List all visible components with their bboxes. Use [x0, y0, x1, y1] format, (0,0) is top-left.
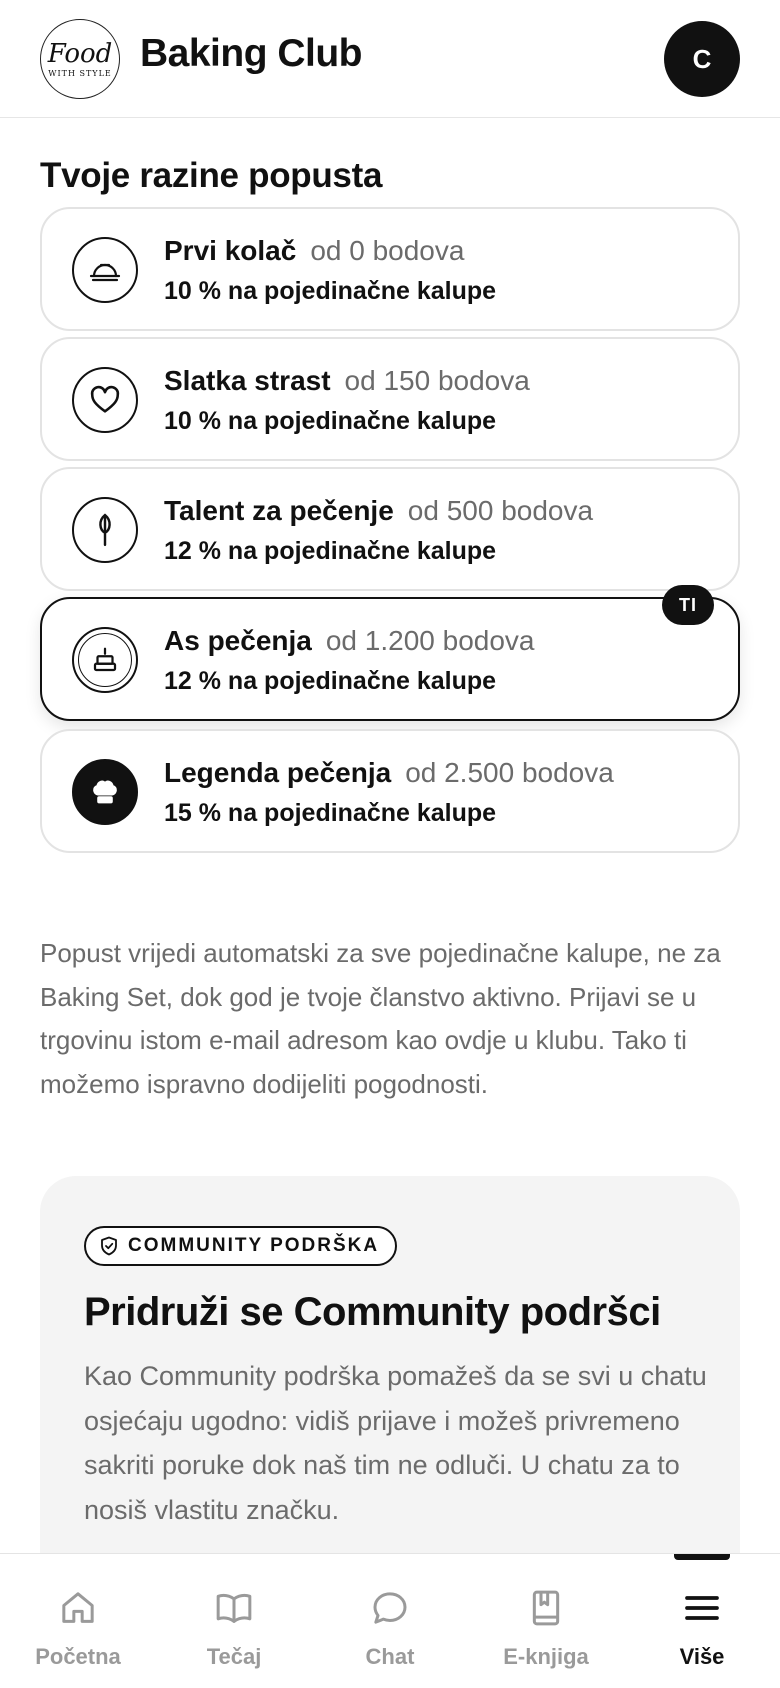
discount-note: Popust vrijedi automatski za sve pojedinačne kalupe, ne za Baking Set, dok god je tvoje članstvo aktivno. Prijavi se u trgovinu istom e-mail adresom kao ovdje u klubu. Tako ti možemo ispravno dodijeliti pogodnosti.	[40, 938, 721, 1099]
community-title: Pridruži se Community podršci	[84, 1290, 661, 1334]
tier-title: Slatka strast	[164, 365, 331, 396]
tier-discount: 10 % na pojedinačne kalupe	[164, 277, 497, 305]
tier-points: od 150 bodova	[344, 365, 530, 396]
nav-item-vise[interactable]	[624, 1554, 780, 1688]
app-header	[0, 0, 780, 118]
tier-title: Legenda pečenja	[164, 757, 392, 788]
book-open-icon	[212, 1586, 256, 1630]
tier-discount: 10 % na pojedinačne kalupe	[164, 407, 497, 435]
chef-hat-icon	[72, 759, 138, 825]
tier-points: od 1.200 bodova	[325, 625, 535, 656]
community-chip-label: COMMUNITY PODRŠKA	[128, 1235, 380, 1256]
community-support-card	[40, 1176, 740, 1596]
community-chip	[84, 1226, 397, 1266]
logo-text-food: Food	[47, 38, 113, 69]
home-icon	[56, 1586, 100, 1630]
bottom-navigation	[0, 1553, 780, 1688]
tier-points: od 2.500 bodova	[405, 757, 614, 788]
nav-item-tecaj[interactable]	[156, 1554, 312, 1688]
community-description: Kao Community podrška pomažeš da se svi u chatu osjećaju ugodno: vidiš prijave i možeš privremeno sakriti poruke dok naš tim ne odluči. U chatu za to nosiš vlastitu značku.	[84, 1361, 707, 1525]
tier-card	[40, 207, 740, 331]
tier-title: Talent za pečenje	[164, 495, 394, 526]
menu-icon	[680, 1586, 724, 1630]
tier-card	[40, 729, 740, 853]
section-title: Tvoje razine popusta	[40, 156, 383, 195]
shield-icon	[100, 1236, 118, 1256]
tier-name	[164, 495, 593, 527]
tier-discount: 12 % na pojedinačne kalupe	[164, 537, 497, 565]
tier-card	[40, 337, 740, 461]
whisk-icon	[72, 497, 138, 563]
nav-label: Chat	[365, 1644, 415, 1669]
nav-label: E-knjiga	[503, 1644, 589, 1669]
user-avatar[interactable]: C	[664, 21, 740, 97]
nav-item-pocetna[interactable]	[0, 1554, 156, 1688]
tier-discount: 12 % na pojedinačne kalupe	[164, 667, 497, 695]
ebook-icon	[524, 1586, 568, 1630]
tier-name	[164, 757, 614, 789]
tier-points: od 0 bodova	[310, 235, 465, 266]
nav-label: Početna	[35, 1644, 121, 1669]
nav-label: Više	[679, 1644, 725, 1669]
brand-logo[interactable]	[40, 19, 120, 99]
heart-icon	[72, 367, 138, 433]
tier-discount: 15 % na pojedinačne kalupe	[164, 799, 497, 827]
tier-title: As pečenja	[164, 625, 312, 656]
logo-text-with-style: WITH STYLE	[48, 68, 112, 78]
cake-icon	[72, 627, 138, 693]
tier-name	[164, 235, 464, 267]
tier-card	[40, 467, 740, 591]
tier-card-current	[40, 594, 740, 721]
tier-title: Prvi kolač	[164, 235, 297, 266]
nav-item-chat[interactable]	[312, 1554, 468, 1688]
tier-name	[164, 625, 535, 657]
app-title: Baking Club	[140, 32, 363, 75]
nav-label: Tečaj	[206, 1644, 262, 1669]
tier-name	[164, 365, 530, 397]
chat-bubble-icon	[368, 1586, 412, 1630]
tier-points: od 500 bodova	[407, 495, 594, 526]
nav-item-e-knjiga[interactable]	[468, 1554, 624, 1688]
cloche-icon	[72, 237, 138, 303]
current-tier-badge: TI	[662, 585, 714, 625]
